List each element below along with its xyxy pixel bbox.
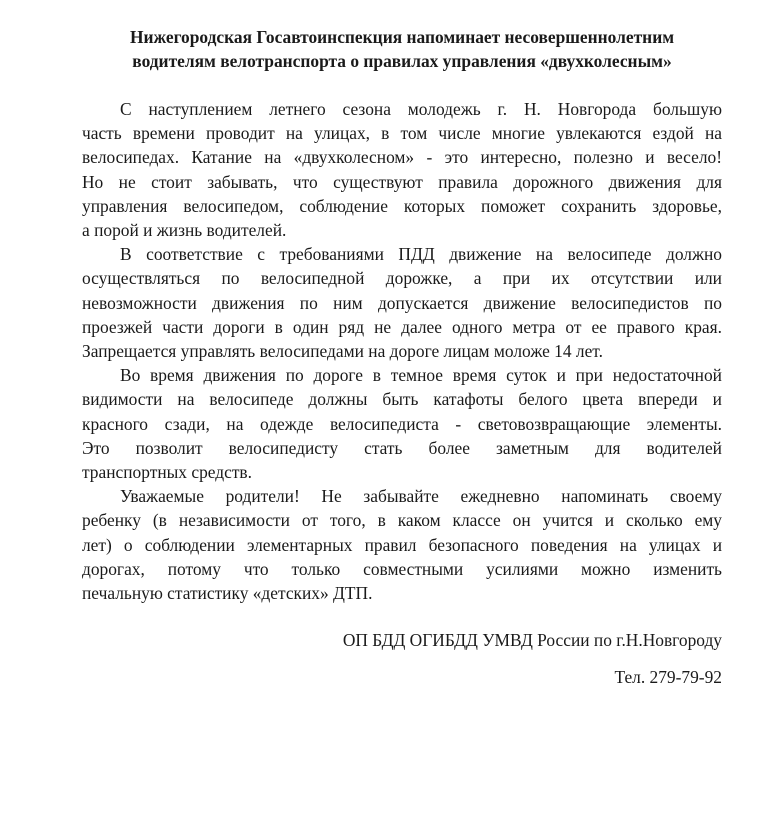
text-line: красного сзади, на одежде велосипедиста - световозвращающие элементы. <box>82 413 722 434</box>
text-line: осуществляться по велосипедной дорожке, а при их отсутствии или <box>82 268 722 289</box>
text-line: С наступлением летнего сезона молодежь г. Н. Новгорода большую <box>120 99 722 119</box>
text-line: видимости на велосипеде должны быть катафоты белого цвета впереди и <box>82 389 722 410</box>
text-line: В соответствие с требованиями ПДД движение на велосипеде должно <box>120 244 722 265</box>
text-line: часть времени проводит на улицах, в том числе многие увлекаются ездой на <box>82 123 722 144</box>
text-line: Запрещается управлять велосипедами на дороге лицам моложе 14 лет. <box>82 341 603 362</box>
document-title <box>82 25 722 73</box>
document-page <box>82 25 722 605</box>
document-body <box>82 97 722 605</box>
text-line: Это позволит велосипедисту стать более заметным для водителей <box>82 437 722 458</box>
paragraph-parents-appeal <box>82 484 722 605</box>
text-line: Уважаемые родители! Не забывайте ежедневно напоминать своему <box>120 486 722 507</box>
text-line: управления велосипедом, соблюдение которых поможет сохранить здоровье, <box>82 195 722 216</box>
title-line: Нижегородская Госавтоинспекция напоминает несовершеннолетним <box>129 27 675 47</box>
text-line: а порой и жизнь водителей. <box>82 220 287 241</box>
text-line: невозможности движения по ним допускается движение велосипедистов по <box>82 292 722 313</box>
text-line: проезжей части дороги в один ряд не далее одного метра от ее правого края. <box>82 316 722 337</box>
text-line: Во время движения по дороге в темное время суток и при недостаточной <box>120 365 722 386</box>
paragraph-night-visibility <box>82 363 722 484</box>
text-line: Но не стоит забывать, что существуют правила дорожного движения для <box>82 171 722 192</box>
paragraph-traffic-rules <box>82 242 722 363</box>
text-line: лет) о соблюдении элементарных правил безопасного поведения на улицах и <box>82 534 722 555</box>
text-line: дорогах, потому что только совместными усилиями можно изменить <box>82 558 722 579</box>
text-line: ребенку (в независимости от того, в каком классе он учится и сколько ему <box>82 510 722 531</box>
text-line: печальную статистику «детских» ДТП. <box>82 583 373 604</box>
phone-number: Тел. 279-79-92 <box>614 667 722 687</box>
paragraph-summer-season <box>82 97 722 242</box>
signature: ОП БДД ОГИБДД УМВД России по г.Н.Новгороду <box>342 630 722 650</box>
text-line: транспортных средств. <box>82 462 252 483</box>
text-line: велосипедах. Катание на «двухколесном» - это интересно, полезно и весело! <box>82 147 722 168</box>
title-line: водителям велотранспорта о правилах управления «двухколесным» <box>132 51 672 71</box>
